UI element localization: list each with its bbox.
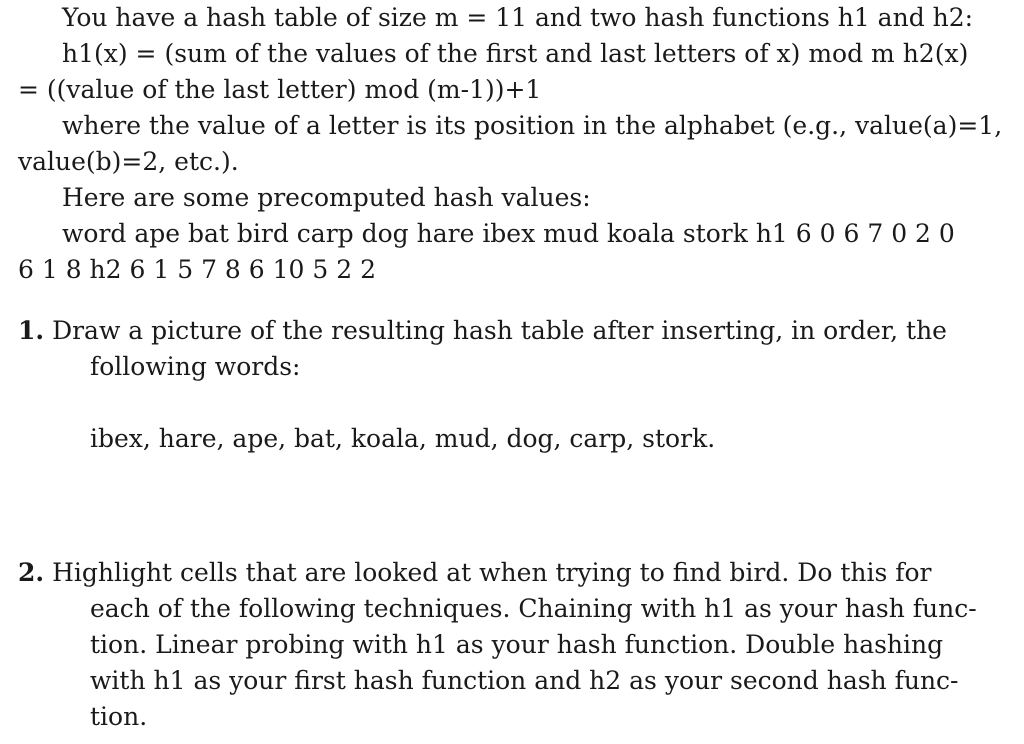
question-1-word-list: ibex, hare, ape, bat, koala, mud, dog, carp, stork. bbox=[90, 424, 716, 453]
question-2-line-4: with h1 as your first hash function and h2 as your second hash func- bbox=[90, 666, 959, 695]
intro-line-6: Here are some precomputed hash values: bbox=[62, 183, 591, 212]
intro-line-2: h1(x) = (sum of the values of the first and last letters of x) mod m h2(x) bbox=[62, 39, 969, 68]
question-2-text: Highlight cells that are looked at when trying to find bird. Do this for bbox=[52, 558, 932, 587]
question-2-number: 2. bbox=[18, 558, 45, 587]
hash-values-line-1: word ape bat bird carp dog hare ibex mud koala stork h1 6 0 6 7 0 2 0 bbox=[62, 219, 955, 248]
intro-line-5: value(b)=2, etc.). bbox=[18, 147, 239, 176]
intro-line-3: = ((value of the last letter) mod (m-1))+1 bbox=[18, 75, 542, 104]
question-2-line-3: tion. Linear probing with h1 as your hash function. Double hashing bbox=[90, 630, 944, 659]
question-2-line-5: tion. bbox=[90, 702, 148, 731]
intro-line-1: You have a hash table of size m = 11 and two hash functions h1 and h2: bbox=[62, 3, 974, 32]
question-2-first-line bbox=[18, 555, 932, 591]
hash-values-line-2: 6 1 8 h2 6 1 5 7 8 6 10 5 2 2 bbox=[18, 255, 376, 284]
question-1-first-line bbox=[18, 313, 947, 349]
intro-line-4: where the value of a letter is its position in the alphabet (e.g., value(a)=1, bbox=[62, 111, 1003, 140]
question-1-number: 1. bbox=[18, 316, 45, 345]
question-1-line-2: following words: bbox=[90, 352, 301, 381]
question-1-text: Draw a picture of the resulting hash table after inserting, in order, the bbox=[52, 316, 947, 345]
question-2-line-2: each of the following techniques. Chaining with h1 as your hash func- bbox=[90, 594, 977, 623]
